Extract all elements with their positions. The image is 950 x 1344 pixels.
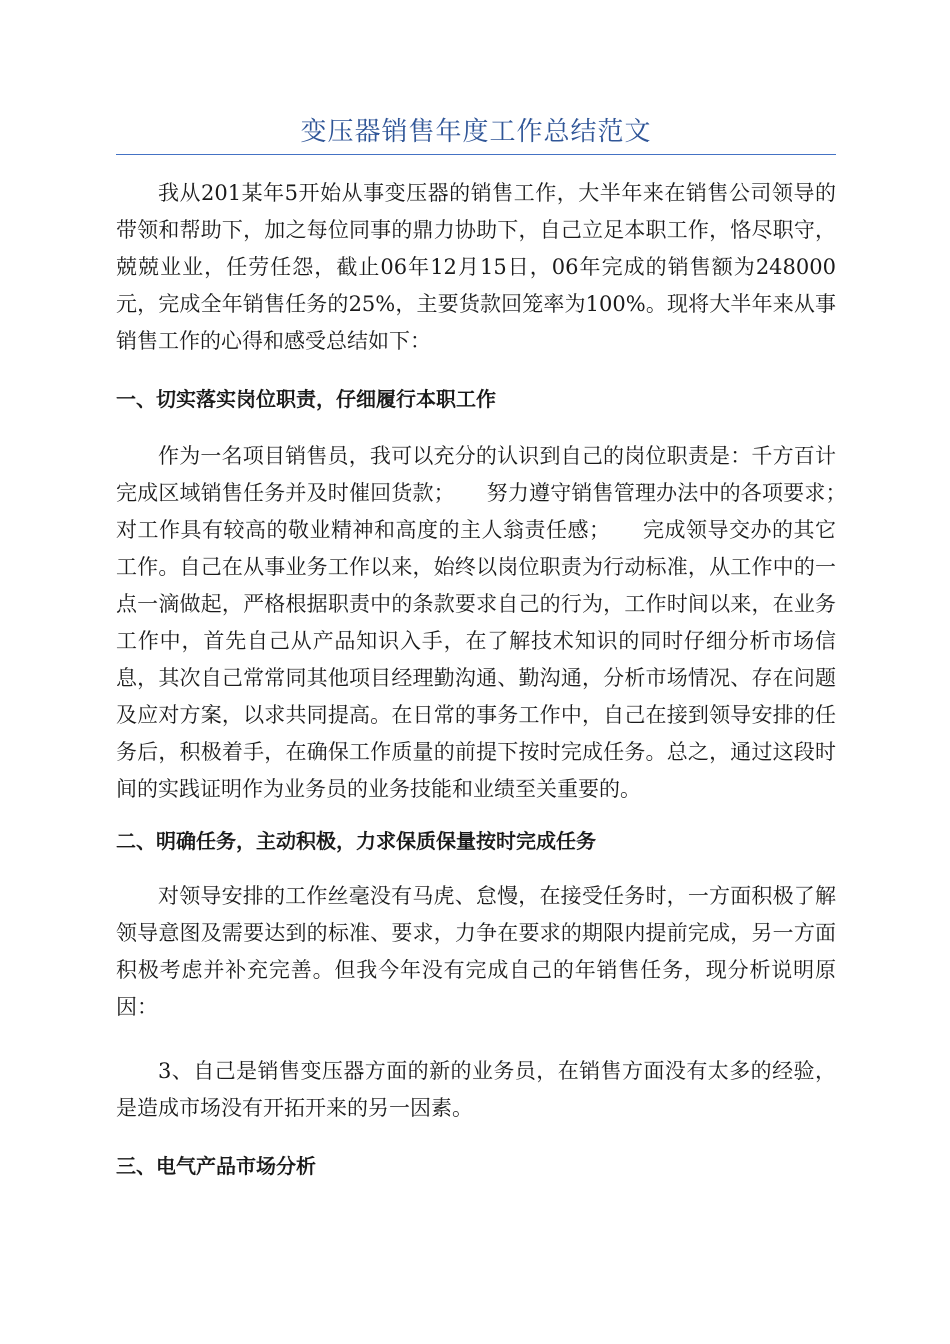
paragraph-intro: 我从201某年5开始从事变压器的销售工作，大半年来在销售公司领导的带领和帮助下，加之每位同事的鼎力协助下，自己立足本职工作，恪尽职守，兢兢业业，任劳任怨，截止06年12月15日，06年完成的销售额为248000元，完成全年销售任务的25%，主要货款回笼率为100%。现将大半年来从事销售工作的心得和感受总结如下： [116, 181, 836, 353]
document-page [116, 112, 878, 1181]
paragraph-reason-3: 3、自己是销售变压器方面的新的业务员，在销售方面没有太多的经验，是造成市场没有开拓开来的另一因素。 [116, 1059, 836, 1120]
section-heading-2: 二、明确任务，主动积极，力求保质保量按时完成任务 [116, 829, 596, 853]
section-heading-3: 三、电气产品市场分析 [116, 1154, 316, 1178]
title-underline [116, 154, 836, 155]
paragraph-job-duties: 作为一名项目销售员，我可以充分的认识到自己的岗位职责是：千方百计完成区域销售任务并及时催回货款； 努力遵守销售管理办法中的各项要求； 对工作具有较高的敬业精神和高度的主人翁责任感； 完成领导交办的其它工作。自己在从事业务工作以来，始终以岗位职责为行动标准，从工作中的一点一滴做起，严格根据职责中的条款要求自己的行为，工作时间以来，在业务工作中，首先自己从产品知识入手，在了解技术知识的同时仔细分析市场信息，其次自己常常同其他项目经理勤沟通、勤沟通，分析市场情况、存在问题及应对方案，以求共同提高。在日常的事务工作中，自己在接到领导安排的任务后，积极着手，在确保工作质量的前提下按时完成任务。总之，通过这段时间的实践证明作为业务员的业务技能和业绩至关重要的。 [116, 444, 878, 801]
paragraph-task-completion: 对领导安排的工作丝毫没有马虎、怠慢，在接受任务时，一方面积极了解领导意图及需要达到的标准、要求，力争在要求的期限内提前完成，另一方面积极考虑并补充完善。但我今年没有完成自己的年销售任务，现分析说明原因： [116, 884, 836, 1019]
document-title: 变压器销售年度工作总结范文 [300, 117, 652, 147]
section-heading-1: 一、切实落实岗位职责，仔细履行本职工作 [116, 387, 496, 411]
